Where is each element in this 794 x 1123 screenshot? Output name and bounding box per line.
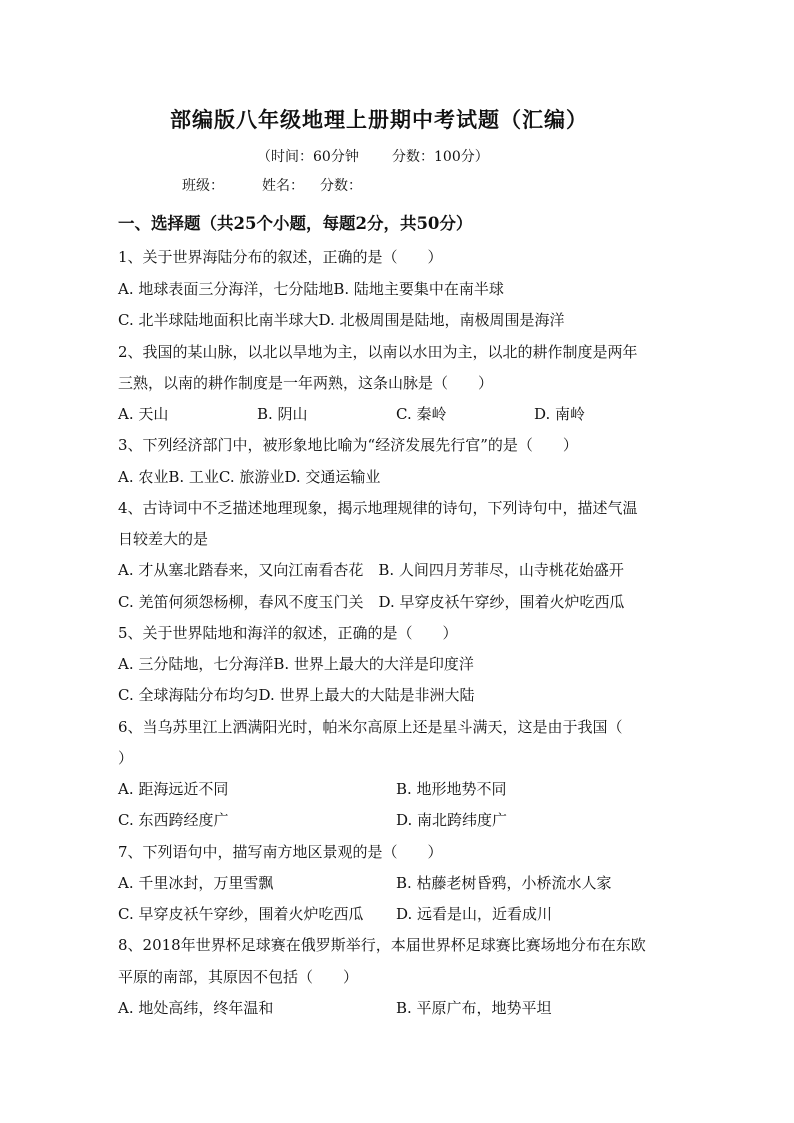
question-6-option-b: B. 地形地势不同 <box>396 780 507 798</box>
question-6-option-a: A. 距海远近不同 <box>118 780 229 798</box>
question-3-options: A. 农业B. 工业C. 旅游业D. 交通运输业 <box>118 468 381 486</box>
question-7-option-d: D. 远看是山，近看成川 <box>396 905 553 923</box>
question-8-stem-line2: 平原的南部，其原因不包括（ ） <box>118 968 359 986</box>
time-info: （时间：60分钟 <box>257 149 359 165</box>
question-8-option-b: B. 平原广布，地势平坦 <box>396 999 552 1017</box>
question-5-stem: 5、关于世界陆地和海洋的叙述，正确的是（ ） <box>118 624 458 642</box>
question-5-options-ab: A. 三分陆地，七分海洋B. 世界上最大的大洋是印度洋 <box>118 655 474 673</box>
question-1-stem: 1、关于世界海陆分布的叙述，正确的是（ ） <box>118 248 443 266</box>
question-3-stem: 3、下列经济部门中，被形象地比喻为“经济发展先行官”的是（ ） <box>118 436 578 454</box>
page-title: 部编版八年级地理上册期中考试题（汇编） <box>170 107 588 132</box>
question-2-stem-line1: 2、我国的某山脉，以北以旱地为主，以南以水田为主，以北的耕作制度是两年 <box>118 343 638 361</box>
score-label: 分数： <box>320 178 362 194</box>
question-7-option-b: B. 枯藤老树昏鸦，小桥流水人家 <box>396 874 612 892</box>
name-label: 姓名： <box>262 178 304 194</box>
question-5-options-cd: C. 全球海陆分布均匀D. 世界上最大的大陆是非洲大陆 <box>118 686 475 704</box>
score-info: 分数：100分） <box>392 149 489 165</box>
question-1-options-ab: A. 地球表面三分海洋，七分陆地B. 陆地主要集中在南半球 <box>118 280 504 298</box>
question-8-option-a: A. 地处高纬，终年温和 <box>118 999 274 1017</box>
question-8-stem-line1: 8、2018年世界杯足球赛在俄罗斯举行，本届世界杯足球赛比赛场地分布在东欧 <box>118 936 646 954</box>
question-7-stem: 7、下列语句中，描写南方地区景观的是（ ） <box>118 843 443 861</box>
question-6-stem-line2: ） <box>118 749 134 767</box>
question-6-stem-line1: 6、当乌苏里江上洒满阳光时，帕米尔高原上还是星斗满天，这是由于我国（ <box>118 718 623 736</box>
question-4-options-ab: A. 才从塞北踏春来，又向江南看杏花 B. 人间四月芳菲尽，山寺桃花始盛开 <box>118 561 624 579</box>
question-4-stem-line1: 4、古诗词中不乏描述地理现象，揭示地理规律的诗句，下列诗句中，描述气温 <box>118 499 638 517</box>
question-2-option-c: C. 秦岭 <box>396 405 447 423</box>
class-label: 班级： <box>182 178 224 194</box>
question-4-options-cd: C. 羌笛何须怨杨柳，春风不度玉门关 D. 早穿皮袄午穿纱，围着火炉吃西瓜 <box>118 593 625 611</box>
question-6-option-c: C. 东西跨经度广 <box>118 811 229 829</box>
question-1-options-cd: C. 北半球陆地面积比南半球大D. 北极周围是陆地，南极周围是海洋 <box>118 311 565 329</box>
section-heading: 一、选择题（共25个小题，每题2分，共50分） <box>118 214 473 233</box>
question-4-stem-line2: 日较差大的是 <box>118 530 209 548</box>
question-2-option-b: B. 阴山 <box>257 405 308 423</box>
question-7-option-c: C. 早穿皮袄午穿纱，围着火炉吃西瓜 <box>118 905 364 923</box>
question-2-option-a: A. 天山 <box>118 405 169 423</box>
question-2-option-d: D. 南岭 <box>534 405 586 423</box>
question-6-option-d: D. 南北跨纬度广 <box>396 811 508 829</box>
question-7-option-a: A. 千里冰封，万里雪飘 <box>118 874 274 892</box>
question-2-stem-line2: 三熟，以南的耕作制度是一年两熟，这条山脉是（ ） <box>118 374 494 392</box>
